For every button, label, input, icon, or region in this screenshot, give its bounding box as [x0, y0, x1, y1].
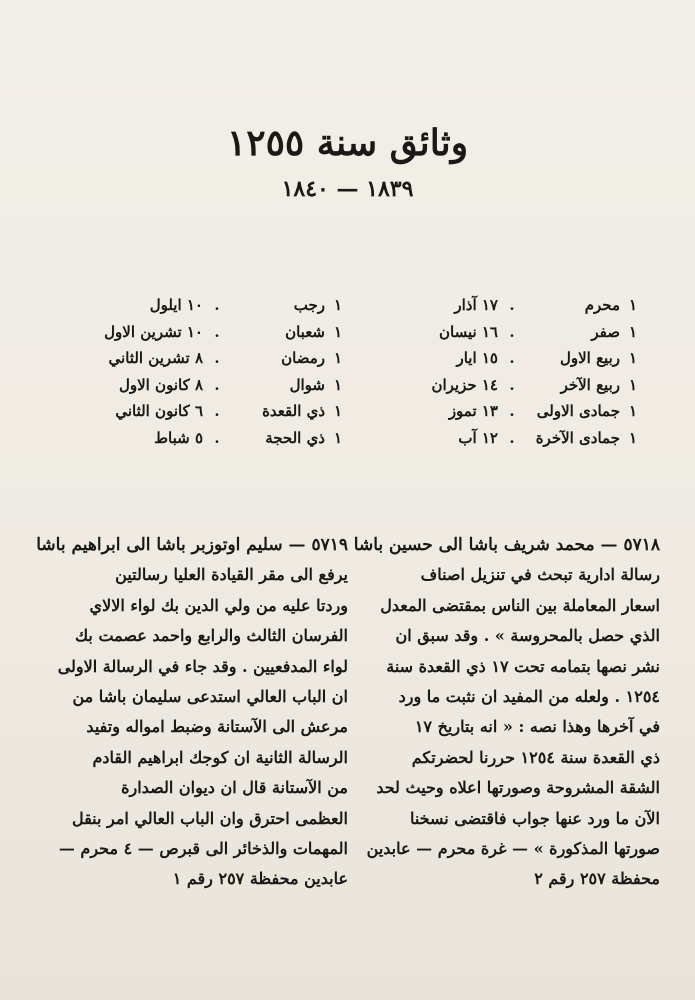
separator-dot: . — [509, 349, 515, 368]
month-day: ١ — [333, 349, 343, 368]
document-text-line: من الآستانة قال ان ديوان الصدارة — [121, 778, 348, 798]
separator-dot: . — [509, 375, 515, 394]
calendar-row — [85, 345, 345, 372]
calendar-row — [85, 425, 345, 452]
hijri-month: شوال — [289, 375, 325, 394]
document-text-line: رسالة ادارية تبحث في تنزيل اصناف — [420, 565, 660, 585]
gregorian-date: ١٧ آذار — [454, 296, 498, 315]
hijri-month: ذي القعدة — [262, 402, 325, 421]
separator-dot: . — [214, 296, 220, 315]
document-text-line: نشر نصها بتمامه تحت ١٧ ذي القعدة سنة — [386, 656, 660, 676]
document-text-line: عابدين محفظة ٢٥٧ رقم ١ — [172, 869, 348, 889]
hijri-month: شعبان — [285, 322, 325, 341]
separator-dot: . — [509, 402, 515, 421]
gregorian-date: ٥ شباط — [154, 428, 203, 447]
gregorian-date: ٨ كانون الاول — [118, 375, 203, 394]
hijri-month: ربيع الاول — [559, 349, 620, 368]
month-day: ١ — [628, 349, 638, 368]
document-text-line: ان الباب العالي استدعى سليمان باشا من — [72, 687, 348, 707]
calendar-left-column — [85, 292, 345, 451]
calendar-row — [380, 372, 640, 399]
separator-dot: . — [214, 375, 220, 394]
document-text-line: الرسالة الثانية ان كوجك ابراهيم القادم — [92, 747, 348, 767]
month-day: ١ — [333, 296, 343, 315]
calendar-row — [85, 372, 345, 399]
gregorian-date: ١٠ تشرين الاول — [104, 322, 203, 341]
hijri-month: ربيع الآخر — [560, 375, 620, 394]
month-day: ١ — [628, 296, 638, 315]
document-text-line: العظمى احترق وان الباب العالي امر بنقل — [71, 808, 348, 828]
month-day: ١ — [628, 375, 638, 394]
month-day: ١ — [333, 402, 343, 421]
gregorian-date: ٨ تشرين الثاني — [108, 349, 203, 368]
hijri-month: ذي الحجة — [265, 428, 325, 447]
hijri-month: محرم — [584, 296, 620, 315]
calendar-row — [85, 398, 345, 425]
separator-dot: . — [214, 349, 220, 368]
document-text-line: لواء المدفعيين . وقد جاء في الرسالة الاولى — [57, 656, 348, 676]
gregorian-date: ١٤ حزيران — [431, 375, 498, 394]
hijri-month: رجب — [293, 296, 325, 315]
gregorian-date: ١٣ تموز — [448, 402, 498, 421]
document-heading: ٥٧١٨ — محمد شريف باشا الى حسين باشا — [353, 535, 660, 555]
document-text-line: في آخرها وهذا نصه : « انه بتاريخ ١٧ — [414, 717, 660, 737]
calendar-row — [85, 319, 345, 346]
document-text-line: وردتا عليه من ولي الدين بك لواء الالاي — [89, 595, 348, 615]
page-title: وثائق سنة ١٢٥٥ — [226, 122, 469, 164]
calendar-row — [380, 425, 640, 452]
document-text-line: محفظة ٢٥٧ رقم ٢ — [534, 869, 660, 889]
document-entry-5718 — [353, 530, 660, 895]
calendar-row — [85, 292, 345, 319]
calendar-row — [380, 398, 640, 425]
document-text-line: الذي حصل بالمحروسة » . وقد سبق ان — [395, 626, 660, 646]
month-day: ١ — [628, 402, 638, 421]
separator-dot: . — [214, 428, 220, 447]
hijri-month: صفر — [591, 322, 620, 341]
calendar-row — [380, 319, 640, 346]
calendar-right-column — [380, 292, 640, 451]
gregorian-date: ٦ كانون الثاني — [115, 402, 203, 421]
document-text-line: ذي القعدة سنة ١٢٥٤ حررنا لحضرتكم — [411, 747, 660, 767]
document-text-line: ١٢٥٤ . ولعله من المفيد ان نثبت ما ورد — [398, 687, 660, 707]
hijri-month: جمادى الآخرة — [535, 428, 620, 447]
hijri-month: رمضان — [281, 349, 325, 368]
document-text-line: مرعش الى الآستانة وضبط امواله وتفيد — [86, 717, 348, 737]
document-text-line: اسعار المعاملة بين الناس بمقتضى المعدل — [380, 595, 660, 615]
hijri-month: جمادى الاولى — [536, 402, 620, 421]
gregorian-date: ١٦ نيسان — [438, 322, 498, 341]
month-day: ١ — [333, 322, 343, 341]
gregorian-date: ١٠ ايلول — [149, 296, 203, 315]
gregorian-date: ١٥ ايار — [456, 349, 498, 368]
month-day: ١ — [333, 428, 343, 447]
separator-dot: . — [509, 322, 515, 341]
month-day: ١ — [628, 428, 638, 447]
document-text-line: يرفع الى مقر القيادة العليا رسالتين — [115, 565, 348, 585]
calendar-row — [380, 292, 640, 319]
separator-dot: . — [509, 428, 515, 447]
separator-dot: . — [214, 402, 220, 421]
calendar-row — [380, 345, 640, 372]
gregorian-date: ١٢ آب — [458, 428, 498, 447]
separator-dot: . — [509, 296, 515, 315]
year-range: ١٨٣٩ — ١٨٤٠ — [281, 176, 414, 202]
document-entry-5719 — [36, 530, 348, 895]
document-text-line: صورتها المذكورة » — غرة محرم — عابدين — [366, 839, 660, 859]
document-heading: ٥٧١٩ — سليم اوتوزبر باشا الى ابراهيم باشا — [36, 535, 348, 555]
document-text-line: الآن ما ورد عنها جواب فاقتضى نسخنا — [409, 808, 660, 828]
document-text-line: الفرسان الثالث والرابع واحمد عصمت بك — [74, 626, 348, 646]
document-text-line: المهمات والذخائر الى قبرص — ٤ محرم — — [58, 839, 348, 859]
month-day: ١ — [628, 322, 638, 341]
separator-dot: . — [214, 322, 220, 341]
document-text-line: الشقة المشروحة وصورتها اعلاه وحيث لحد — [376, 778, 660, 798]
month-day: ١ — [333, 375, 343, 394]
